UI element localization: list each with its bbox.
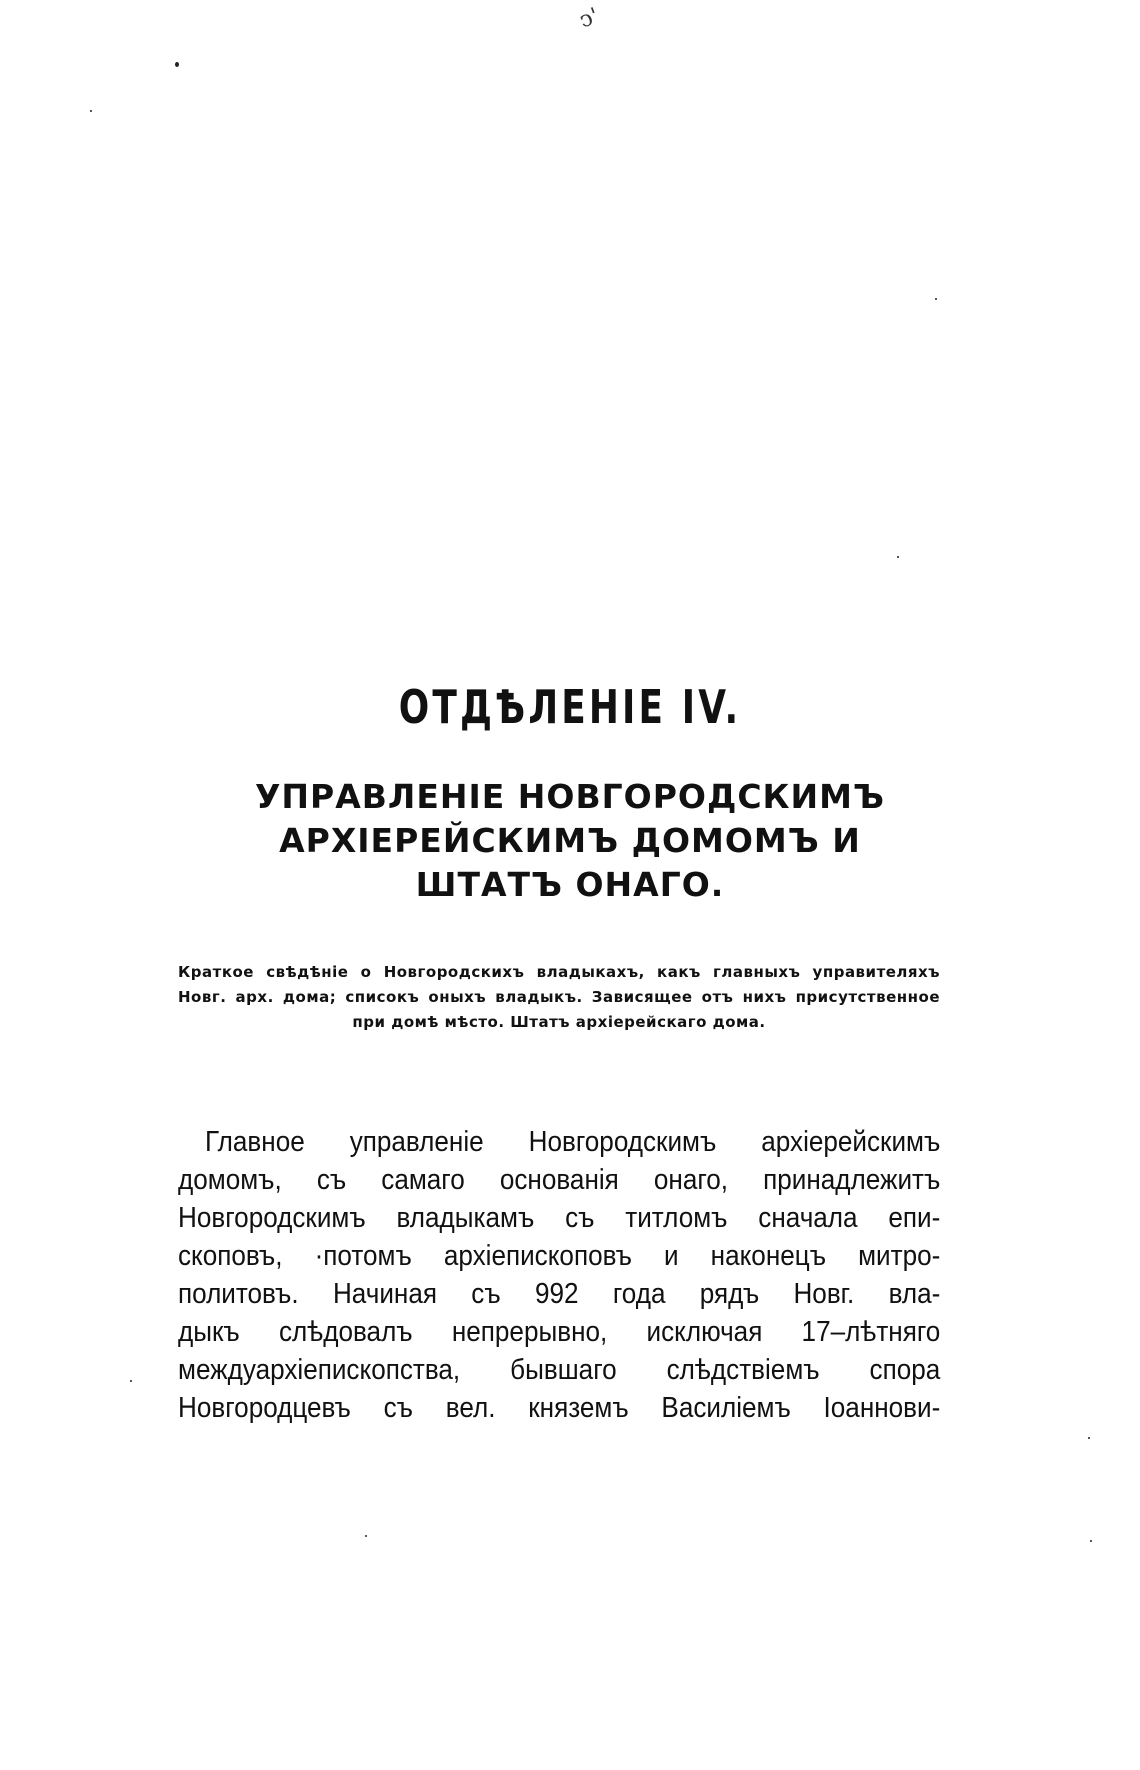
chapter-title-line: УПРАВЛЕНІЕ НОВГОРОДСКИМЪ [254, 777, 885, 816]
chapter-title-line: ШТАТЪ ОНАГО. [415, 865, 725, 904]
body-line: Главное управленіе Новгородскимъ архіерейскимъ [205, 1126, 941, 1158]
body-line: междуархіепископства, бывшаго слѣдствіемъ спора [178, 1354, 941, 1386]
body-paragraph [178, 1123, 940, 1427]
speck [1088, 1437, 1090, 1439]
body-line: домомъ, съ самаго основанія онаго, принадлежитъ [178, 1164, 941, 1196]
speck [935, 298, 937, 300]
chapter-title [150, 775, 990, 907]
chapter-summary: Краткое свѣдѣніе о Новгородскихъ владыкахъ, какъ главныхъ управителяхъ Новг. арх. дома; списокъ оныхъ владыкъ. Зависящее отъ нихъ присутственное при домѣ мѣсто. Штатъ архіерейскаго дома. [178, 963, 940, 1031]
page-mark: ↄ' [576, 3, 603, 34]
body-line: Новгородцевъ съ вел. княземъ Василіемъ Іоаннови- [178, 1392, 941, 1424]
speck [897, 556, 899, 558]
section-heading: ОТДѢЛЕНІЕ IV. [398, 680, 742, 734]
speck [130, 1380, 132, 1382]
body-line: дыкъ слѣдовалъ непрерывно, исключая 17–лѣтняго [178, 1316, 941, 1348]
body-line: политовъ. Начиная съ 992 года рядъ Новг. вла- [178, 1278, 941, 1310]
body-line: Новгородскимъ владыкамъ съ титломъ сначала епи- [178, 1202, 941, 1234]
chapter-title-line: АРХІЕРЕЙСКИМЪ ДОМОМЪ И [279, 821, 861, 860]
speck [90, 110, 92, 112]
body-line: скоповъ, ·потомъ архіепископовъ и наконецъ митро- [178, 1240, 941, 1272]
speck [365, 1535, 367, 1537]
speck [1090, 1540, 1092, 1542]
speck [175, 62, 179, 67]
